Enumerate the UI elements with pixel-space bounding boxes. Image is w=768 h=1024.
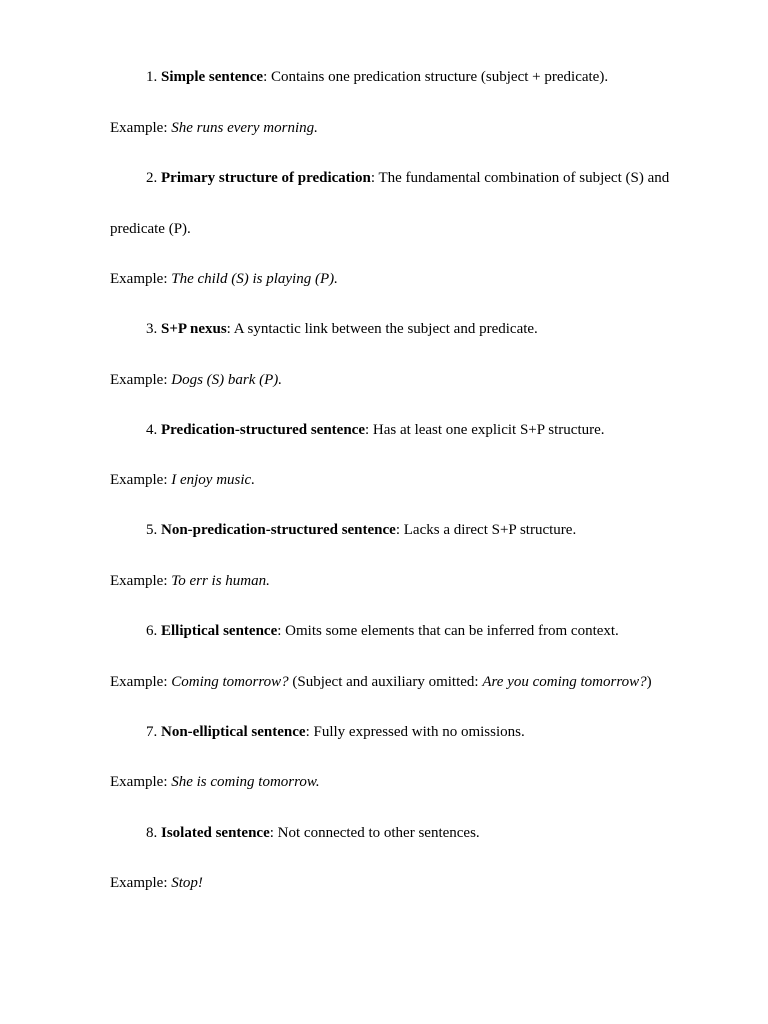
- item-number: 7.: [146, 724, 158, 740]
- item-definition: : Contains one predication structure (subject + predicate).: [263, 69, 609, 85]
- item-number: 6.: [146, 623, 158, 639]
- item-number: 8.: [146, 825, 158, 841]
- item-number: 5.: [146, 522, 158, 538]
- example-3: [110, 371, 688, 389]
- example-note-end: ): [646, 674, 652, 690]
- example-6: [110, 673, 688, 691]
- item-definition: : Not connected to other sentences.: [269, 825, 480, 841]
- list-item-1: [146, 68, 688, 86]
- example-text: She runs every morning.: [171, 120, 318, 136]
- example-text: Coming tomorrow?: [171, 674, 289, 690]
- item-definition-continuation: predicate (P).: [110, 221, 191, 237]
- example-label: Example:: [110, 774, 172, 790]
- example-text: Dogs (S) bark (P).: [171, 372, 283, 388]
- example-1: [110, 119, 688, 137]
- list-item-6: [146, 622, 688, 640]
- item-term: Non-elliptical sentence: [161, 724, 306, 740]
- list-item-7: [146, 723, 688, 741]
- item-number: 3.: [146, 321, 158, 337]
- item-definition: : Lacks a direct S+P structure.: [395, 522, 577, 538]
- example-8: [110, 874, 688, 892]
- example-text: To err is human.: [171, 573, 270, 589]
- item-term: Predication-structured sentence: [161, 422, 365, 438]
- item-term: Non-predication-structured sentence: [161, 522, 396, 538]
- item-definition: : Omits some elements that can be inferred from context.: [277, 623, 619, 639]
- example-text: Stop!: [171, 875, 203, 891]
- example-note: (Subject and auxiliary omitted:: [288, 674, 483, 690]
- item-term: Elliptical sentence: [161, 623, 278, 639]
- item-definition: : Has at least one explicit S+P structure.: [365, 422, 605, 438]
- item-number: 2.: [146, 170, 158, 186]
- list-item-4: [146, 421, 688, 439]
- item-term: Primary structure of predication: [161, 170, 371, 186]
- list-item-5: [146, 521, 688, 539]
- example-label: Example:: [110, 372, 172, 388]
- example-text: The child (S) is playing (P).: [171, 271, 338, 287]
- example-4: [110, 471, 688, 489]
- item-number: 4.: [146, 422, 158, 438]
- item-definition: : A syntactic link between the subject and predicate.: [226, 321, 538, 337]
- list-item-8: [146, 824, 688, 842]
- list-item-3: [146, 320, 688, 338]
- item-definition: : Fully expressed with no omissions.: [305, 724, 525, 740]
- list-item-2: [146, 169, 688, 187]
- example-label: Example:: [110, 875, 172, 891]
- example-label: Example:: [110, 674, 172, 690]
- example-2: [110, 270, 688, 288]
- item-term: Isolated sentence: [161, 825, 270, 841]
- item-term: Simple sentence: [161, 69, 264, 85]
- example-label: Example:: [110, 271, 172, 287]
- example-label: Example:: [110, 472, 172, 488]
- item-number: 1.: [146, 69, 158, 85]
- example-5: [110, 572, 688, 590]
- example-text: She is coming tomorrow.: [171, 774, 320, 790]
- example-7: [110, 773, 688, 791]
- item-definition: : The fundamental combination of subject (S) and: [370, 170, 670, 186]
- example-label: Example:: [110, 573, 172, 589]
- list-item-2-continuation: [110, 220, 688, 238]
- example-note-italic: Are you coming tomorrow?: [482, 674, 647, 690]
- example-text: I enjoy music.: [171, 472, 255, 488]
- item-term: S+P nexus: [161, 321, 227, 337]
- example-label: Example:: [110, 120, 172, 136]
